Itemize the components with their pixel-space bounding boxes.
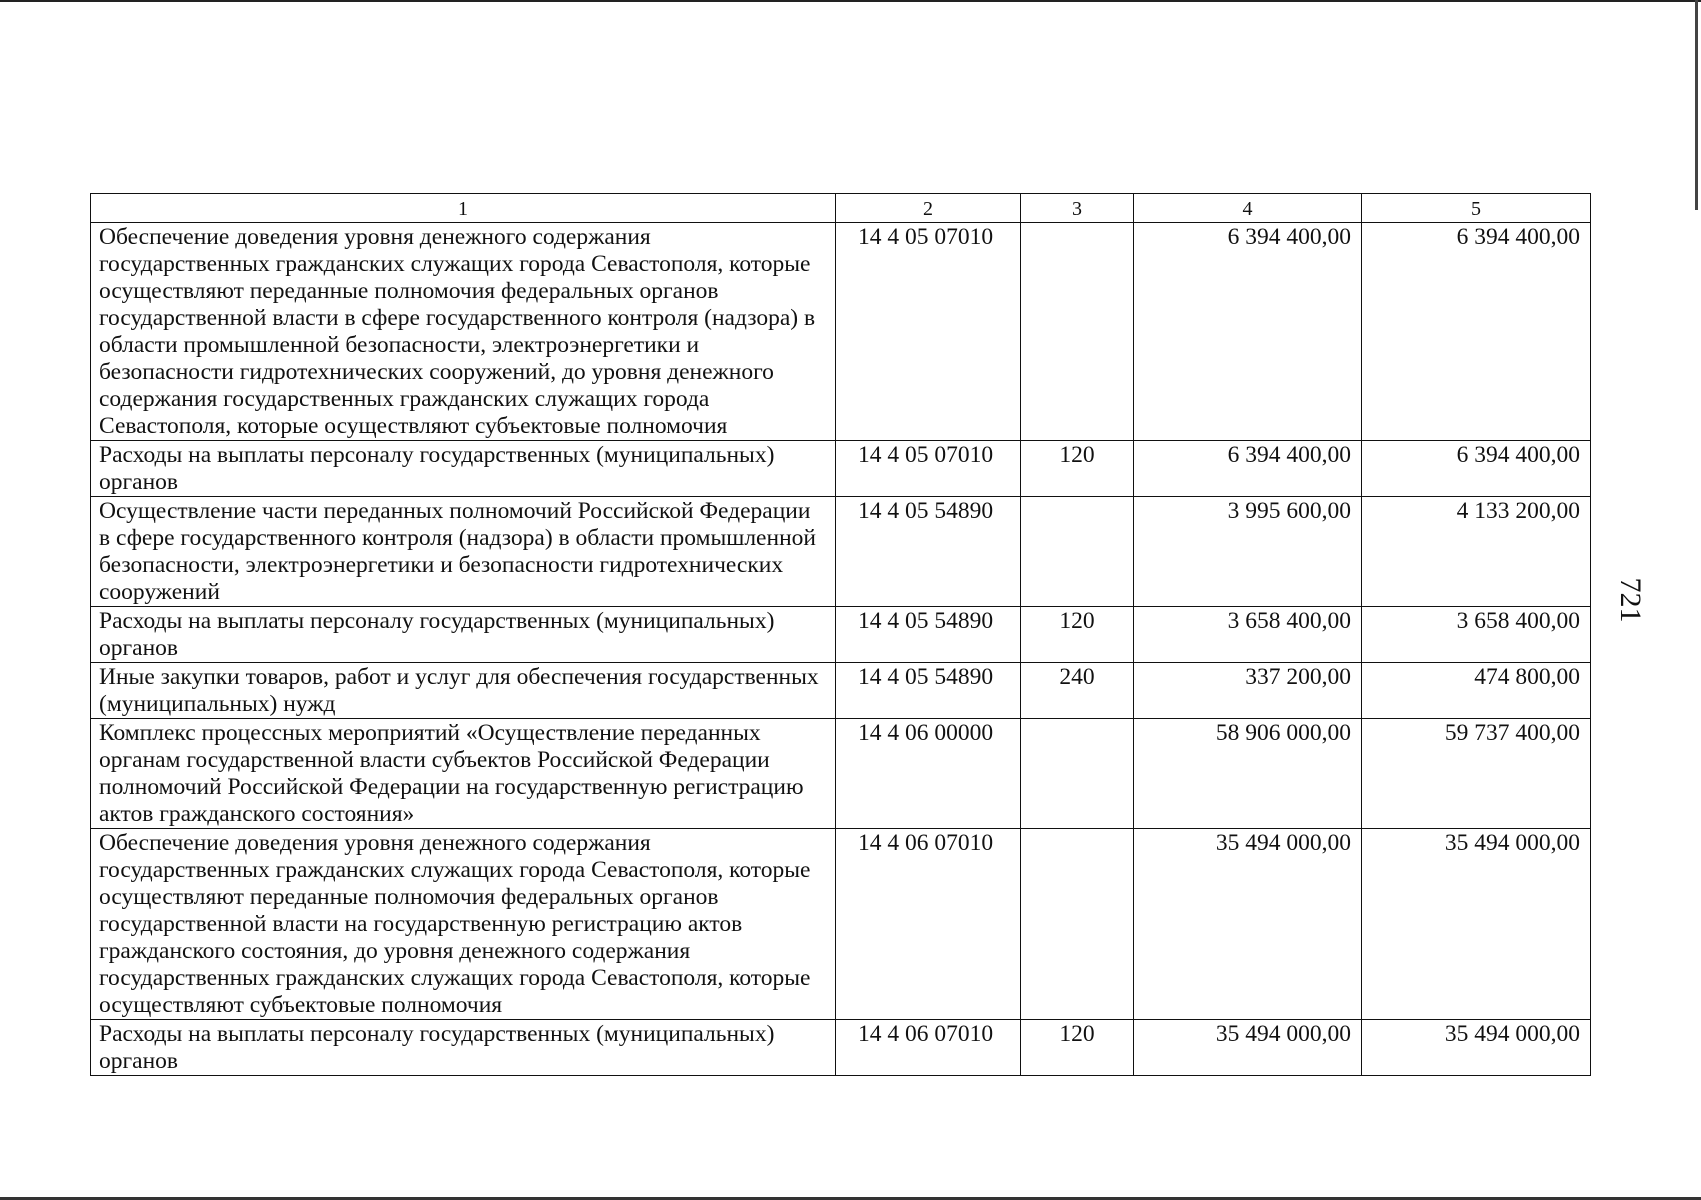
table-row	[91, 441, 1591, 497]
row-expense-type: 240	[1021, 663, 1134, 719]
row-code: 14 4 05 54890	[836, 607, 1021, 663]
row-code: 14 4 05 54890	[836, 663, 1021, 719]
column-number-4: 4	[1134, 194, 1362, 223]
scan-top-border	[0, 0, 1701, 2]
page-number: 721	[1614, 577, 1647, 623]
row-code: 14 4 06 00000	[836, 719, 1021, 829]
table-header-row	[91, 194, 1591, 223]
row-sum-col5: 59 737 400,00	[1362, 719, 1591, 829]
row-expense-type	[1021, 719, 1134, 829]
row-sum-col4: 3 658 400,00	[1134, 607, 1362, 663]
column-number-3: 3	[1021, 194, 1134, 223]
table-row	[91, 497, 1591, 607]
scan-right-edge	[1695, 0, 1698, 210]
row-name: Расходы на выплаты персоналу государственных (муниципальных) органов	[91, 441, 836, 497]
row-sum-col4: 58 906 000,00	[1134, 719, 1362, 829]
row-code: 14 4 06 07010	[836, 829, 1021, 1020]
row-code: 14 4 05 07010	[836, 223, 1021, 441]
row-expense-type	[1021, 829, 1134, 1020]
column-number-2: 2	[836, 194, 1021, 223]
row-sum-col4: 337 200,00	[1134, 663, 1362, 719]
row-code: 14 4 05 07010	[836, 441, 1021, 497]
table-row	[91, 663, 1591, 719]
row-expense-type	[1021, 223, 1134, 441]
row-expense-type: 120	[1021, 1020, 1134, 1076]
row-sum-col5: 6 394 400,00	[1362, 223, 1591, 441]
row-name: Осуществление части переданных полномочий Российской Федерации в сфере государственного контроля (надзора) в области промышленной безопасности, электроэнергетики и безопасности гидротехнических сооружений	[91, 497, 836, 607]
row-sum-col4: 6 394 400,00	[1134, 441, 1362, 497]
table-row	[91, 607, 1591, 663]
table-row	[91, 223, 1591, 441]
row-expense-type	[1021, 497, 1134, 607]
row-name: Расходы на выплаты персоналу государственных (муниципальных) органов	[91, 607, 836, 663]
row-name: Обеспечение доведения уровня денежного содержания государственных гражданских служащих города Севастополя, которые осуществляют переданные полномочия федеральных органов государственной власти на государственную регистрацию актов гражданского состояния, до уровня денежного содержания государственных гражданских служащих города Севастополя, которые осуществляют субъектовые полномочия	[91, 829, 836, 1020]
row-sum-col4: 35 494 000,00	[1134, 829, 1362, 1020]
row-sum-col4: 35 494 000,00	[1134, 1020, 1362, 1076]
row-name: Иные закупки товаров, работ и услуг для обеспечения государственных (муниципальных) нужд	[91, 663, 836, 719]
row-expense-type: 120	[1021, 607, 1134, 663]
row-name: Обеспечение доведения уровня денежного содержания государственных гражданских служащих города Севастополя, которые осуществляют переданные полномочия федеральных органов государственной власти в сфере государственного контроля (надзора) в области промышленной безопасности, электроэнергетики и безопасности гидротехнических сооружений, до уровня денежного содержания государственных гражданских служащих города Севастополя, которые осуществляют субъектовые полномочия	[91, 223, 836, 441]
row-sum-col5: 474 800,00	[1362, 663, 1591, 719]
row-sum-col5: 35 494 000,00	[1362, 829, 1591, 1020]
column-number-1: 1	[91, 194, 836, 223]
budget-table	[90, 193, 1591, 1076]
column-number-5: 5	[1362, 194, 1591, 223]
row-code: 14 4 05 54890	[836, 497, 1021, 607]
row-expense-type: 120	[1021, 441, 1134, 497]
row-sum-col5: 6 394 400,00	[1362, 441, 1591, 497]
row-sum-col5: 4 133 200,00	[1362, 497, 1591, 607]
row-code: 14 4 06 07010	[836, 1020, 1021, 1076]
row-name: Расходы на выплаты персоналу государственных (муниципальных) органов	[91, 1020, 836, 1076]
table-row	[91, 719, 1591, 829]
row-sum-col5: 3 658 400,00	[1362, 607, 1591, 663]
table-row	[91, 1020, 1591, 1076]
row-sum-col4: 6 394 400,00	[1134, 223, 1362, 441]
table-row	[91, 829, 1591, 1020]
row-sum-col5: 35 494 000,00	[1362, 1020, 1591, 1076]
row-name: Комплекс процессных мероприятий «Осуществление переданных органам государственной власти субъектов Российской Федерации полномочий Российской Федерации на государственную регистрацию актов гражданского состояния»	[91, 719, 836, 829]
row-sum-col4: 3 995 600,00	[1134, 497, 1362, 607]
